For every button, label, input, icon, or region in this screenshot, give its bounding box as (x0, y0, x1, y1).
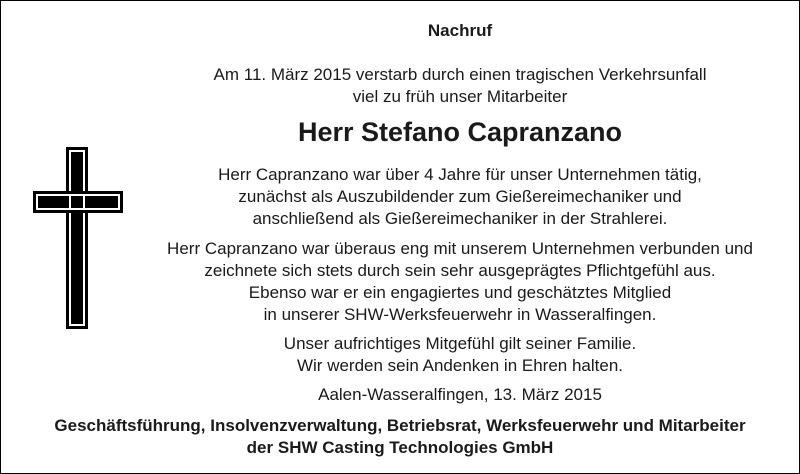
paragraph3-line-1: Unser aufrichtiges Mitgefühl gilt seiner Familie. (283, 334, 637, 353)
paragraph2-line-4: in unserer SHW-Werksfeuerwehr in Wasseralfingen. (263, 305, 657, 324)
paragraph1-line-1: Herr Capranzano war über 4 Jahre für unser Unternehmen tätig, (218, 165, 702, 184)
paragraph2-line-1: Herr Capranzano war überaus eng mit unserem Unternehmen verbunden und (167, 239, 753, 258)
paragraph2-line-2: zeichnete sich stets durch sein sehr ausgeprägtes Pflichtgefühl aus. (204, 261, 716, 280)
notice-heading: Nachruf (427, 21, 493, 40)
cross-center-core (71, 196, 83, 208)
signature-line-2: der SHW Casting Technologies GmbH (246, 438, 554, 457)
paragraph2-line-3: Ebenso war er ein engagiertes und geschätztes Mitglied (248, 283, 672, 302)
deceased-name: Herr Stefano Capranzano (297, 117, 623, 147)
paragraph1-line-3: anschließend als Gießereimechaniker in der Strahlerei. (252, 209, 668, 228)
cross-icon (33, 147, 123, 329)
intro-line-2: viel zu früh unser Mitarbeiter (352, 87, 568, 106)
paragraph1-line-2: zunächst als Auszubildender zum Gießereimechaniker und (238, 187, 682, 206)
signature-line-1: Geschäftsführung, Insolvenzverwaltung, Betriebsrat, Werksfeuerwehr und Mitarbeiter (54, 416, 746, 435)
cross-vertical-core (71, 152, 83, 324)
intro-line-1: Am 11. März 2015 verstarb durch einen tragischen Verkehrsunfall (213, 65, 707, 84)
paragraph3-line-2: Wir werden sein Andenken in Ehren halten. (296, 356, 624, 375)
place-date: Aalen-Wasseralfingen, 13. März 2015 (318, 385, 602, 404)
